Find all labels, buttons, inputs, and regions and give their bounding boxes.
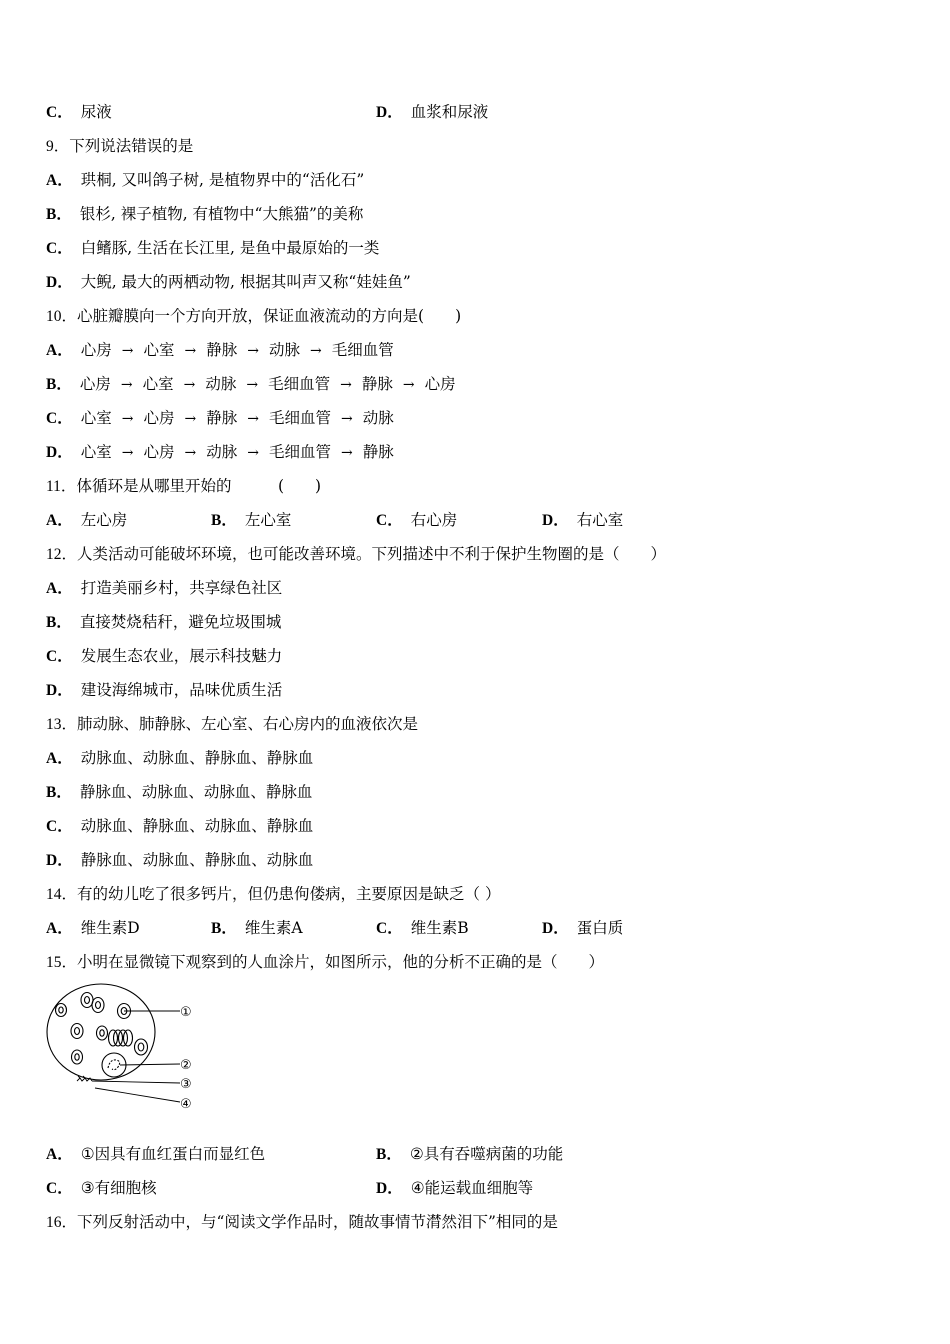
q15-stem xyxy=(46,952,604,973)
right-arrow-icon: → xyxy=(121,445,134,461)
option-text: 动脉血、静脉血、动脉血、静脉血 xyxy=(80,817,314,835)
option-label: A． xyxy=(46,342,73,359)
option-label: C． xyxy=(376,512,403,529)
q13-option-a xyxy=(46,748,313,769)
q13-option-d xyxy=(46,850,313,871)
q8-option-d xyxy=(376,102,488,123)
flow-step: 心房 xyxy=(143,443,175,461)
option-label: A． xyxy=(46,1146,73,1163)
q12-option-c xyxy=(46,646,282,667)
question-text: 有的幼儿吃了很多钙片，但仍患佝偻病，主要原因是缺乏（ ） xyxy=(77,885,501,903)
q8-option-c xyxy=(46,102,112,123)
question-text: 心脏瓣膜向一个方向开放，保证血液流动的方向是( ) xyxy=(77,307,462,325)
q15-option-a xyxy=(46,1144,265,1165)
red-blood-cell xyxy=(97,1026,108,1040)
option-label: C． xyxy=(376,920,403,937)
red-blood-cell xyxy=(85,997,90,1004)
option-label: A． xyxy=(46,172,73,189)
option-text: 打造美丽乡村，共享绿色社区 xyxy=(80,579,283,597)
flow-step: 动脉 xyxy=(205,375,237,393)
option-label: D． xyxy=(46,852,73,869)
q9-option-b xyxy=(46,204,363,225)
q14-options-row xyxy=(46,918,906,938)
red-blood-cell xyxy=(81,993,93,1008)
q11-stem xyxy=(46,476,321,497)
q14-option-c xyxy=(376,918,469,939)
leader-line-3 xyxy=(92,1081,180,1083)
option-text: 右心室 xyxy=(576,511,624,529)
red-blood-cell xyxy=(135,1039,148,1055)
option-text: 银杉, 裸子植物, 有植物中“大熊猫”的美称 xyxy=(79,205,364,223)
right-arrow-icon: → xyxy=(340,377,352,393)
q11-option-c xyxy=(376,510,457,531)
platelets xyxy=(77,1076,92,1081)
option-label: B． xyxy=(211,512,237,529)
flow-step: 心房 xyxy=(143,409,175,427)
q10-option-d xyxy=(46,442,394,463)
q15-option-d xyxy=(376,1178,533,1199)
q11-option-b xyxy=(211,510,291,531)
option-text: 左心房 xyxy=(80,511,128,529)
question-text: 体循环是从哪里开始的 ( ) xyxy=(76,477,322,495)
question-text: 小明在显微镜下观察到的人血涂片，如图所示，他的分析不正确的是（ ） xyxy=(77,953,605,971)
q13-stem xyxy=(46,714,418,735)
red-blood-cell xyxy=(96,1002,101,1009)
q9-option-a xyxy=(46,170,364,191)
question-number: 11． xyxy=(46,478,77,495)
question-number: 13． xyxy=(46,716,78,733)
right-arrow-icon: → xyxy=(183,377,196,393)
q14-option-b xyxy=(211,918,303,939)
option-text: 左心室 xyxy=(244,511,292,529)
red-blood-cell xyxy=(100,1030,104,1036)
right-arrow-icon: → xyxy=(247,411,259,427)
q9-option-c xyxy=(46,238,379,259)
question-text: 肺动脉、肺静脉、左心室、右心房内的血液依次是 xyxy=(77,715,419,733)
right-arrow-icon: → xyxy=(247,445,259,461)
option-label: C． xyxy=(46,410,73,427)
q13-option-c xyxy=(46,816,313,837)
option-text: ④能运载血细胞等 xyxy=(410,1179,534,1197)
right-arrow-icon: → xyxy=(121,343,134,359)
q11-option-a xyxy=(46,510,127,531)
q13-option-b xyxy=(46,782,312,803)
option-label: B． xyxy=(376,1146,402,1163)
flow-step: 毛细血管 xyxy=(268,375,331,393)
flow-step: 毛细血管 xyxy=(268,443,331,461)
option-label: D． xyxy=(376,104,403,121)
red-blood-cell xyxy=(56,1004,67,1017)
option-label: A． xyxy=(46,512,73,529)
q9-option-d xyxy=(46,272,411,293)
q10-option-b xyxy=(46,374,456,395)
q10-option-a xyxy=(46,340,394,361)
flow-step: 静脉 xyxy=(206,409,238,427)
option-label: C． xyxy=(46,648,73,665)
question-number: 15． xyxy=(46,954,78,971)
option-text: ①因具有血红蛋白而显红色 xyxy=(80,1145,266,1163)
right-arrow-icon: → xyxy=(184,411,197,427)
option-label: C． xyxy=(46,1180,73,1197)
q12-stem xyxy=(46,544,666,565)
option-label: D． xyxy=(46,274,73,291)
option-label: B． xyxy=(46,784,72,801)
option-label: D． xyxy=(46,444,73,461)
q10-stem xyxy=(46,306,461,327)
question-number: 16． xyxy=(46,1214,78,1231)
option-text: 维生素B xyxy=(410,919,469,937)
flow-step: 动脉 xyxy=(206,443,238,461)
option-text: 尿液 xyxy=(80,103,112,121)
red-blood-cell xyxy=(59,1007,63,1013)
red-blood-cell xyxy=(75,1054,79,1060)
option-text: 建设海绵城市，品味优质生活 xyxy=(80,681,283,699)
question-number: 14． xyxy=(46,886,78,903)
right-arrow-icon: → xyxy=(247,343,259,359)
red-blood-cell xyxy=(71,1024,83,1039)
flow-step: 静脉 xyxy=(361,375,393,393)
option-text: ②具有吞噬病菌的功能 xyxy=(409,1145,564,1163)
q16-stem xyxy=(46,1212,558,1233)
right-arrow-icon: → xyxy=(402,377,415,393)
question-text: 下列反射活动中，与“阅读文学作品时，随故事情节潸然泪下”相同的是 xyxy=(77,1213,558,1231)
option-text: 维生素D xyxy=(80,919,140,937)
option-text: 大鲵, 最大的两栖动物, 根据其叫声又称“娃娃鱼” xyxy=(80,273,411,291)
flow-step: 静脉 xyxy=(362,443,394,461)
q12-option-d xyxy=(46,680,282,701)
question-text: 下列说法错误的是 xyxy=(69,137,194,155)
option-label: C． xyxy=(46,240,73,257)
option-label: D． xyxy=(542,512,569,529)
option-label: D． xyxy=(542,920,569,937)
option-label: C． xyxy=(46,818,73,835)
right-arrow-icon: → xyxy=(340,411,353,427)
option-label: B． xyxy=(46,376,72,393)
right-arrow-icon: → xyxy=(121,411,134,427)
right-arrow-icon: → xyxy=(184,445,197,461)
q14-stem xyxy=(46,884,500,905)
right-arrow-icon: → xyxy=(309,343,322,359)
right-arrow-icon: → xyxy=(340,445,353,461)
flow-step: 心室 xyxy=(80,409,112,427)
q15-option-c xyxy=(46,1178,157,1199)
option-text: 静脉血、动脉血、静脉血、动脉血 xyxy=(80,851,314,869)
option-label: A． xyxy=(46,920,73,937)
flow-step: 心房 xyxy=(79,375,111,393)
option-label: C． xyxy=(46,104,73,121)
flow-step: 心房 xyxy=(424,375,456,393)
question-number: 10． xyxy=(46,308,78,325)
figure-label-4: ④ xyxy=(180,1097,192,1112)
figure-label-3: ③ xyxy=(180,1077,192,1092)
option-label: A． xyxy=(46,750,73,767)
plasma-pointer xyxy=(95,1088,180,1102)
option-label: B． xyxy=(211,920,237,937)
white-blood-cell-nucleus xyxy=(108,1060,120,1070)
option-label: B． xyxy=(46,614,72,631)
question-number: 9． xyxy=(46,138,70,155)
blood-smear-figure xyxy=(40,980,220,1115)
option-text: 右心房 xyxy=(410,511,458,529)
q14-option-d xyxy=(542,918,623,939)
option-text: 血浆和尿液 xyxy=(410,103,489,121)
option-text: ③有细胞核 xyxy=(80,1179,157,1197)
option-label: D． xyxy=(376,1180,403,1197)
flow-step: 动脉 xyxy=(362,409,394,427)
flow-step: 心室 xyxy=(142,375,174,393)
q14-option-a xyxy=(46,918,140,939)
option-label: B． xyxy=(46,206,72,223)
flow-step: 心室 xyxy=(80,443,112,461)
option-text: 珙桐, 又叫鸽子树, 是植物界中的“活化石” xyxy=(80,171,365,189)
q11-option-d xyxy=(542,510,623,531)
right-arrow-icon: → xyxy=(184,343,197,359)
option-label: A． xyxy=(46,580,73,597)
flow-step: 毛细血管 xyxy=(268,409,331,427)
flow-step: 静脉 xyxy=(206,341,238,359)
option-text: 维生素A xyxy=(244,919,303,937)
flow-step: 毛细血管 xyxy=(331,341,394,359)
option-label: D． xyxy=(46,682,73,699)
flow-step: 心房 xyxy=(80,341,112,359)
right-arrow-icon: → xyxy=(120,377,133,393)
option-text: 发展生态农业，展示科技魅力 xyxy=(80,647,283,665)
q9-stem xyxy=(46,136,193,157)
option-text: 直接焚烧秸秆，避免垃圾围城 xyxy=(79,613,282,631)
q11-options-row xyxy=(46,510,906,530)
red-blood-cell xyxy=(72,1050,83,1064)
q12-option-b xyxy=(46,612,281,633)
question-number: 12． xyxy=(46,546,78,563)
question-text: 人类活动可能破坏环境，也可能改善环境。下列描述中不利于保护生物圈的是（ ） xyxy=(77,545,667,563)
red-blood-cell xyxy=(92,998,104,1013)
q15-option-b xyxy=(376,1144,563,1165)
right-arrow-icon: → xyxy=(246,377,259,393)
option-text: 动脉血、动脉血、静脉血、静脉血 xyxy=(80,749,314,767)
red-blood-cell xyxy=(138,1043,144,1051)
option-text: 蛋白质 xyxy=(576,919,624,937)
q12-option-a xyxy=(46,578,282,599)
option-text: 静脉血、动脉血、动脉血、静脉血 xyxy=(79,783,313,801)
figure-label-1: ① xyxy=(180,1005,192,1020)
figure-label-2: ② xyxy=(180,1058,192,1073)
red-blood-cell xyxy=(75,1028,80,1035)
flow-step: 动脉 xyxy=(268,341,300,359)
flow-step: 心室 xyxy=(143,341,175,359)
leader-line-2 xyxy=(120,1064,180,1065)
option-text: 白鳍豚, 生活在长江里, 是鱼中最原始的一类 xyxy=(80,239,380,257)
q10-option-c xyxy=(46,408,394,429)
